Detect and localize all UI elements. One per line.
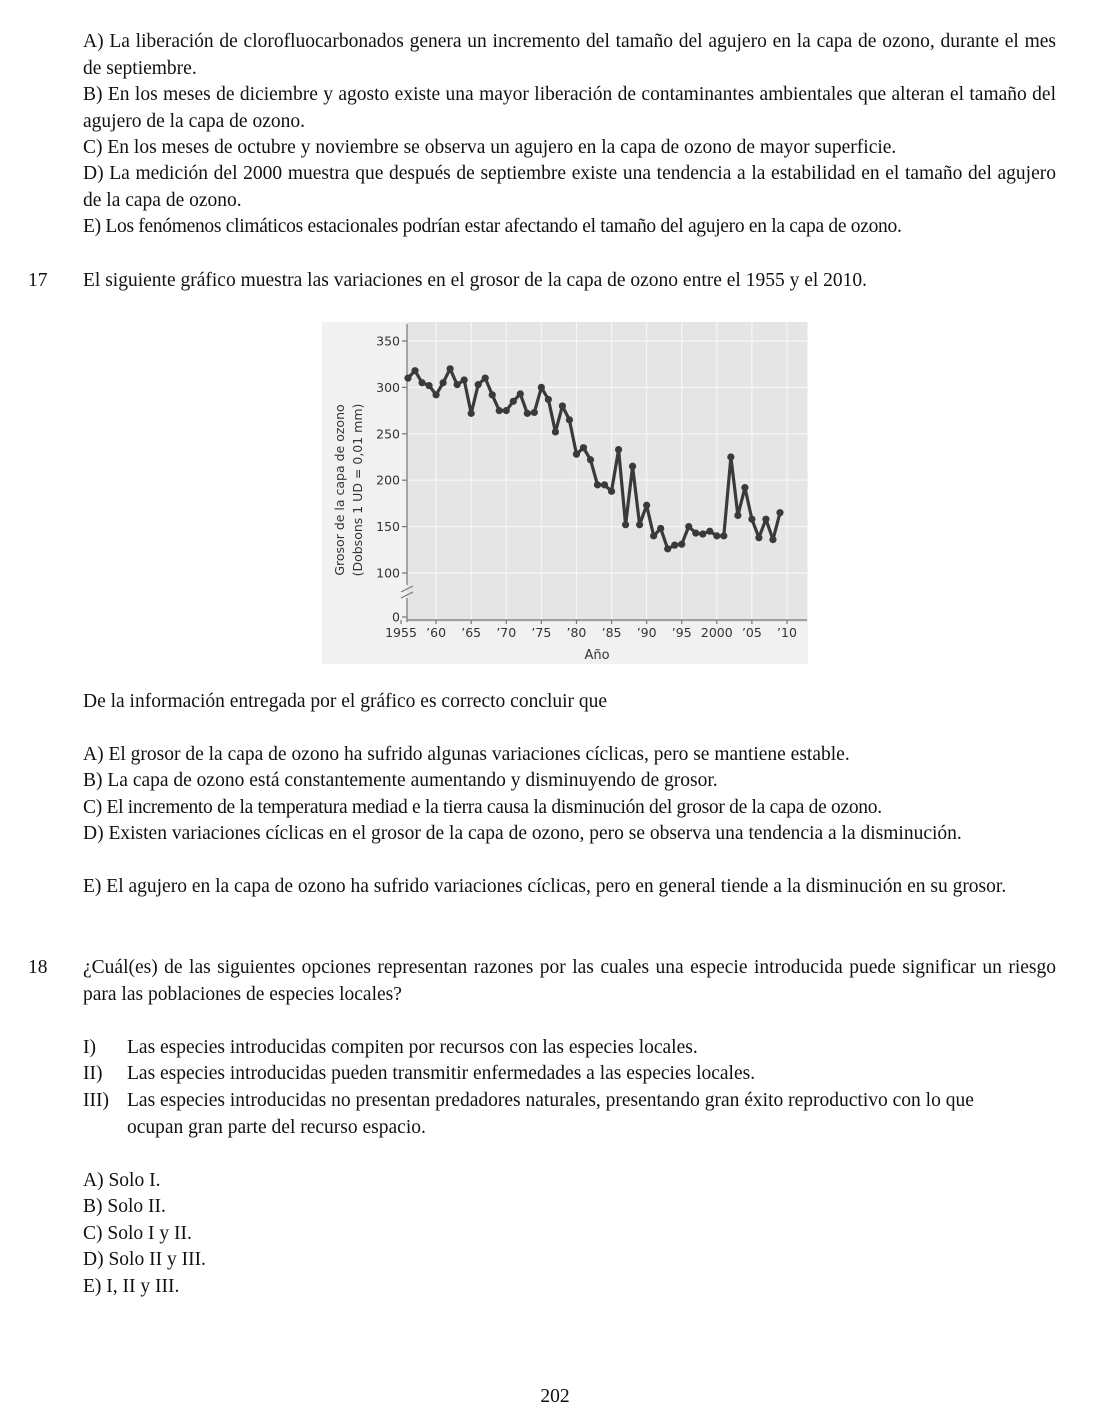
q17-option-e: E) El agujero en la capa de ozono ha sufrido variaciones cíclicas, pero en general tiende a la disminución en su grosor. (83, 876, 1007, 897)
x-tick-label: ’10 (777, 625, 797, 640)
data-point (404, 375, 411, 382)
data-point (755, 534, 762, 541)
y-tick-label: 0 (392, 609, 400, 625)
data-point (762, 516, 769, 523)
q18-option-a: A) Solo I. (83, 1170, 161, 1191)
q18-item-2 (83, 1061, 1056, 1088)
q17-option-b: B) La capa de ozono está constantemente aumentando y disminuyendo de grosor. (83, 770, 718, 791)
y-axis-unit-label: (Dobsons 1 UD = 0,01 mm) (350, 403, 365, 577)
data-point (741, 484, 748, 491)
q16-option-c: C) En los meses de octubre y noviembre se observa un agujero en la capa de ozono de mayor superficie. (83, 137, 897, 158)
data-point (447, 365, 454, 372)
data-point (776, 509, 783, 516)
data-point (475, 381, 482, 388)
data-point (418, 379, 425, 386)
x-tick-label: ’70 (496, 625, 517, 640)
data-point (727, 453, 734, 460)
data-point (671, 542, 678, 549)
data-point (552, 428, 559, 435)
data-point (657, 525, 664, 532)
x-tick-label: 2000 (700, 625, 733, 640)
data-point (538, 384, 545, 391)
data-point (685, 523, 692, 530)
q18-item-2-label: II) (83, 1063, 103, 1084)
data-point (545, 396, 552, 403)
q16-option-e: E) Los fenómenos climáticos estacionales podrían estar afectando el tamaño del agujero en la capa de ozono. (83, 216, 902, 237)
data-point (559, 402, 566, 409)
data-point (425, 382, 432, 389)
data-point (622, 521, 629, 528)
x-tick-label: ’05 (741, 625, 762, 640)
q18-number: 18 (28, 957, 48, 978)
data-point (432, 391, 439, 398)
q18-item-3 (83, 1088, 1056, 1138)
data-point (411, 367, 418, 374)
q18-option-e: E) I, II y III. (83, 1276, 180, 1297)
q17-option-c: C) El incremento de la temperatura mediad e la tierra causa la disminución del grosor de la capa de ozono. (83, 797, 882, 818)
q18-item-1 (83, 1035, 1056, 1062)
data-point (461, 376, 468, 383)
data-point (482, 375, 489, 382)
data-point (713, 532, 720, 539)
ozone-chart-svg (322, 322, 808, 664)
data-point (769, 536, 776, 543)
data-point (706, 528, 713, 535)
q18-statement: ¿Cuál(es) de las siguientes opciones representan razones por las cuales una especie introducida puede significar un riesgo para las poblaciones de especies locales? (83, 957, 1056, 1005)
data-point (643, 502, 650, 509)
data-point (566, 416, 573, 423)
plot-area (407, 322, 807, 622)
x-axis-label: Año (584, 648, 610, 663)
x-tick-label: ’95 (671, 625, 692, 640)
page-number: 202 (540, 1386, 570, 1407)
q17-statement: El siguiente gráfico muestra las variaciones en el grosor de la capa de ozono entre el 1955 y el 2010. (83, 270, 868, 291)
y-tick-label: 100 (376, 565, 400, 581)
data-point (720, 532, 727, 539)
y-axis-label: Grosor de la capa de ozono (332, 404, 347, 576)
data-point (608, 488, 615, 495)
q17-prompt: De la información entregada por el gráfico es correcto concluir que (83, 691, 608, 712)
data-point (454, 381, 461, 388)
data-point (734, 512, 741, 519)
data-point (587, 456, 594, 463)
q16-option-b: B) En los meses de diciembre y agosto existe una mayor liberación de contaminantes ambientales que alteran el tamaño del agujero de la capa de ozono. (83, 84, 1056, 132)
data-point (748, 516, 755, 523)
data-point (594, 481, 601, 488)
ozone-chart (322, 322, 808, 664)
data-point (629, 463, 636, 470)
q18-option-b: B) Solo II. (83, 1196, 166, 1217)
data-point (468, 410, 475, 417)
data-point (510, 398, 517, 405)
q16-option-a: A) La liberación de clorofluocarbonados genera un incremento del tamaño del agujero en la capa de ozono, durante el mes de septiembre. (83, 31, 1056, 79)
y-tick-label: 350 (376, 333, 400, 349)
y-tick-label: 250 (376, 426, 400, 442)
q16-option-d: D) La medición del 2000 muestra que después de septiembre existe una tendencia a la estabilidad en el tamaño del agujero de la capa de ozono. (83, 163, 1056, 211)
q18-item-3-label: III) (83, 1090, 109, 1111)
data-point (489, 391, 496, 398)
data-point (636, 521, 643, 528)
data-point (615, 446, 622, 453)
data-point (503, 407, 510, 414)
data-point (496, 407, 503, 414)
x-tick-label: ’80 (566, 625, 587, 640)
q17-option-d: D) Existen variaciones cíclicas en el grosor de la capa de ozono, pero se observa una tendencia a la disminución. (83, 823, 962, 844)
y-tick-label: 150 (376, 519, 400, 535)
data-point (517, 390, 524, 397)
x-tick-label: ’90 (636, 625, 657, 640)
q17-number: 17 (28, 270, 48, 291)
y-tick-label: 200 (376, 472, 400, 488)
data-point (573, 451, 580, 458)
data-point (678, 541, 685, 548)
x-tick-label: ’85 (601, 625, 622, 640)
q18-item-1-text: Las especies introducidas compiten por recursos con las especies locales. (127, 1037, 698, 1058)
q18-item-2-text: Las especies introducidas pueden transmitir enfermedades a las especies locales. (127, 1063, 756, 1084)
q18-option-c: C) Solo I y II. (83, 1223, 192, 1244)
x-tick-label: ’60 (426, 625, 447, 640)
q18-option-d: D) Solo II y III. (83, 1249, 206, 1270)
y-tick-label: 300 (376, 379, 400, 395)
data-point (580, 444, 587, 451)
x-tick-label: 1955 (385, 625, 417, 640)
data-point (601, 481, 608, 488)
data-point (664, 545, 671, 552)
q18-item-1-label: I) (83, 1037, 96, 1058)
data-point (531, 409, 538, 416)
data-point (692, 529, 699, 536)
q18-item-3-text: Las especies introducidas no presentan predadores naturales, presentando gran éxito reproductivo con lo que ocupan gran parte del recurso espacio. (127, 1090, 974, 1138)
data-point (440, 379, 447, 386)
x-tick-label: ’65 (461, 625, 482, 640)
q17-option-a: A) El grosor de la capa de ozono ha sufrido algunas variaciones cíclicas, pero se mantiene estable. (83, 744, 850, 765)
data-point (699, 530, 706, 537)
x-tick-label: ’75 (531, 625, 552, 640)
data-point (524, 410, 531, 417)
data-point (650, 532, 657, 539)
